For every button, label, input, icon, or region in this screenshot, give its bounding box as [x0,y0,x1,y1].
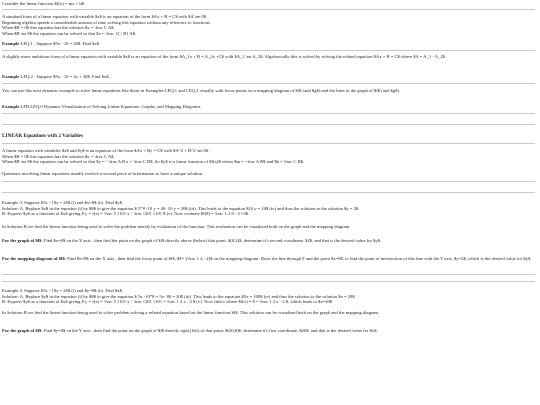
example-3-mapping-text: For the mapping diagram of $f$: Find $x=8$ on the X axis , then find the focus point of $f$, $F= [\frac 1 2, -2]$ on the mapping diagram. Draw the line through F and the point $x=8$, to find the point of intersection of this line with the Y axis, $y=2$, which is the desired value for $y$. [2,256,532,261]
intro-text: Consider the linear function $f(x) = mx + b$. [2,1,86,6]
example-3-graph-text: For the graph of $f$: Find $x=8$ on the X axis , then find the point on the graph of $f$ directly above (below) that point, $(8,2)$, determine it's second coordinate, $2$, and that is the desired value for $y$. [2,238,382,243]
example-leq2: Example LEQ.2 : Suppose $5x - 10 = 3x + 20$. Find $x$.. [2,74,111,79]
two-variable-paragraph: A linear equation with variables $x$ and $y$ is an equation of the form $Ax + By = C$ with $A^2 + B^2 \ne 0$. When $B = 0$ this equation has the solution $x = \frac C A$. When $B \ne 0$ the equation can be solved so that $y = - \frac A B x + \frac C B$. So $y$ is a linear function of $f(x)$ where $m = -\frac A B$ and $b = \frac C B$. [2,148,305,165]
example-3-note: In Solution B we find the linear function being used to solve the problem merely by evaluation of the function. This evaluation can be visualized both on the graph and the mapping diagram. [2,224,351,229]
ambitious-form-paragraph: A slightly more ambitious form of a linear equation with variable $x$ is an equation of the form $A_1x + B = A_2x +C$ with $A_1 \ne A_2$. Algebraically this is solved by solving the related equation $Ax + B = C$ where $A = A_1 - A_2$. [2,54,447,59]
separator [2,274,535,275]
separator [2,281,535,282]
example-4: Example 4. Suppose $5x - 10y = 20$ (i) and $y=8$ (ii). Find $x$. Solution: A. Replace $y$ in the equation (i) by $8$ to give the equation $ 5x -10*8 = 5x- 80 = 20$ (iii). This leads to the equation $5x = 100$ (iv) and thus the solution to the solution $x = 20$. B. Express $y$ as a function of $x$ giving $ y = f(x) = \frac 5 {10} x - \frac {20} {10} = \frac 1 2 x - 2 $ (v). Now find x where $f(x) = 8 = \frac 1 2 x - 2 $, which leads to $x=20$. [2,288,356,305]
standard-form-paragraph: A standard form of a linear equation with variable $x$ is an equation of the form $Ax + B = C$ with $A \ne 0$. Beginning algebra spends a considerable amount of time solving this equation without any reference to functions. When $B = 0$ this equation has the solution $x = \frac C A$. When $B \ne 0$ the equation can be solved so that $x = \frac {C- B} A$. [2,14,211,36]
separator [2,50,535,51]
separator [2,113,535,114]
separator [2,181,535,182]
separator [2,83,535,84]
example-lfd-leq0: Example LFD.LEQ.0 Dynamic Visualization of Solving Linear Equations: Graphs, and Mapping Diagrams [2,104,201,109]
example-3: Example 3. Suppose $5x - 10y = 20$ (i) and $x=8$ (ii). Find $y$. Solution: A. Replace $x$ in the equation (i) by $8$ to give the equation $ 5*8 -10 y = 40- 10 y = 20$ (iii). This leads to the equation $10 y = 20$ (iv) and thus the solution to the solution $y = 2$. B. Express $y$ as a function of $x$ giving $ y = f(x) = \frac 5 {10} x - \frac {20} {10} $ (v). Now evaluate $f(8) = \frac 1 2 8 - 2 =4$. [2,200,360,217]
example-leq1: Example LEQ.1 : Suppose $5x - 10 = 20$. Find $x$. [2,41,101,46]
example-4-graph-text: For the graph of $f$: Find $y=8$ on the Y axis , then find the point on the graph of $f$ directly right (left) of that point, $(20,8)$, determine it's first coordinate, $20$, and that is the desired value for $x$. [2,328,378,333]
example-4-note: In Solution B we find the linear function being used to solve problem solving a related equation based on the linear function $f$. This solution can be visualized both on the graph and the mapping diagram. [2,310,380,315]
separator [2,9,535,10]
dynamic-example-paragraph: You can use this next dynamic example to solve linear equations like those in Examples LEQ.1 and LEQ.2 visually with focus points on a mapping diagram of $f$ (and $g$) and the lines in the graph of $f$ (and $g$). [2,88,401,93]
separator [2,124,535,125]
section-title: LINEAR Equations with 2 Variables [2,133,84,139]
second-info-paragraph: Questions involving linear equations usually involve a second piece of information to have a unique solution. [2,171,204,176]
separator [2,192,535,193]
separator [2,143,535,144]
